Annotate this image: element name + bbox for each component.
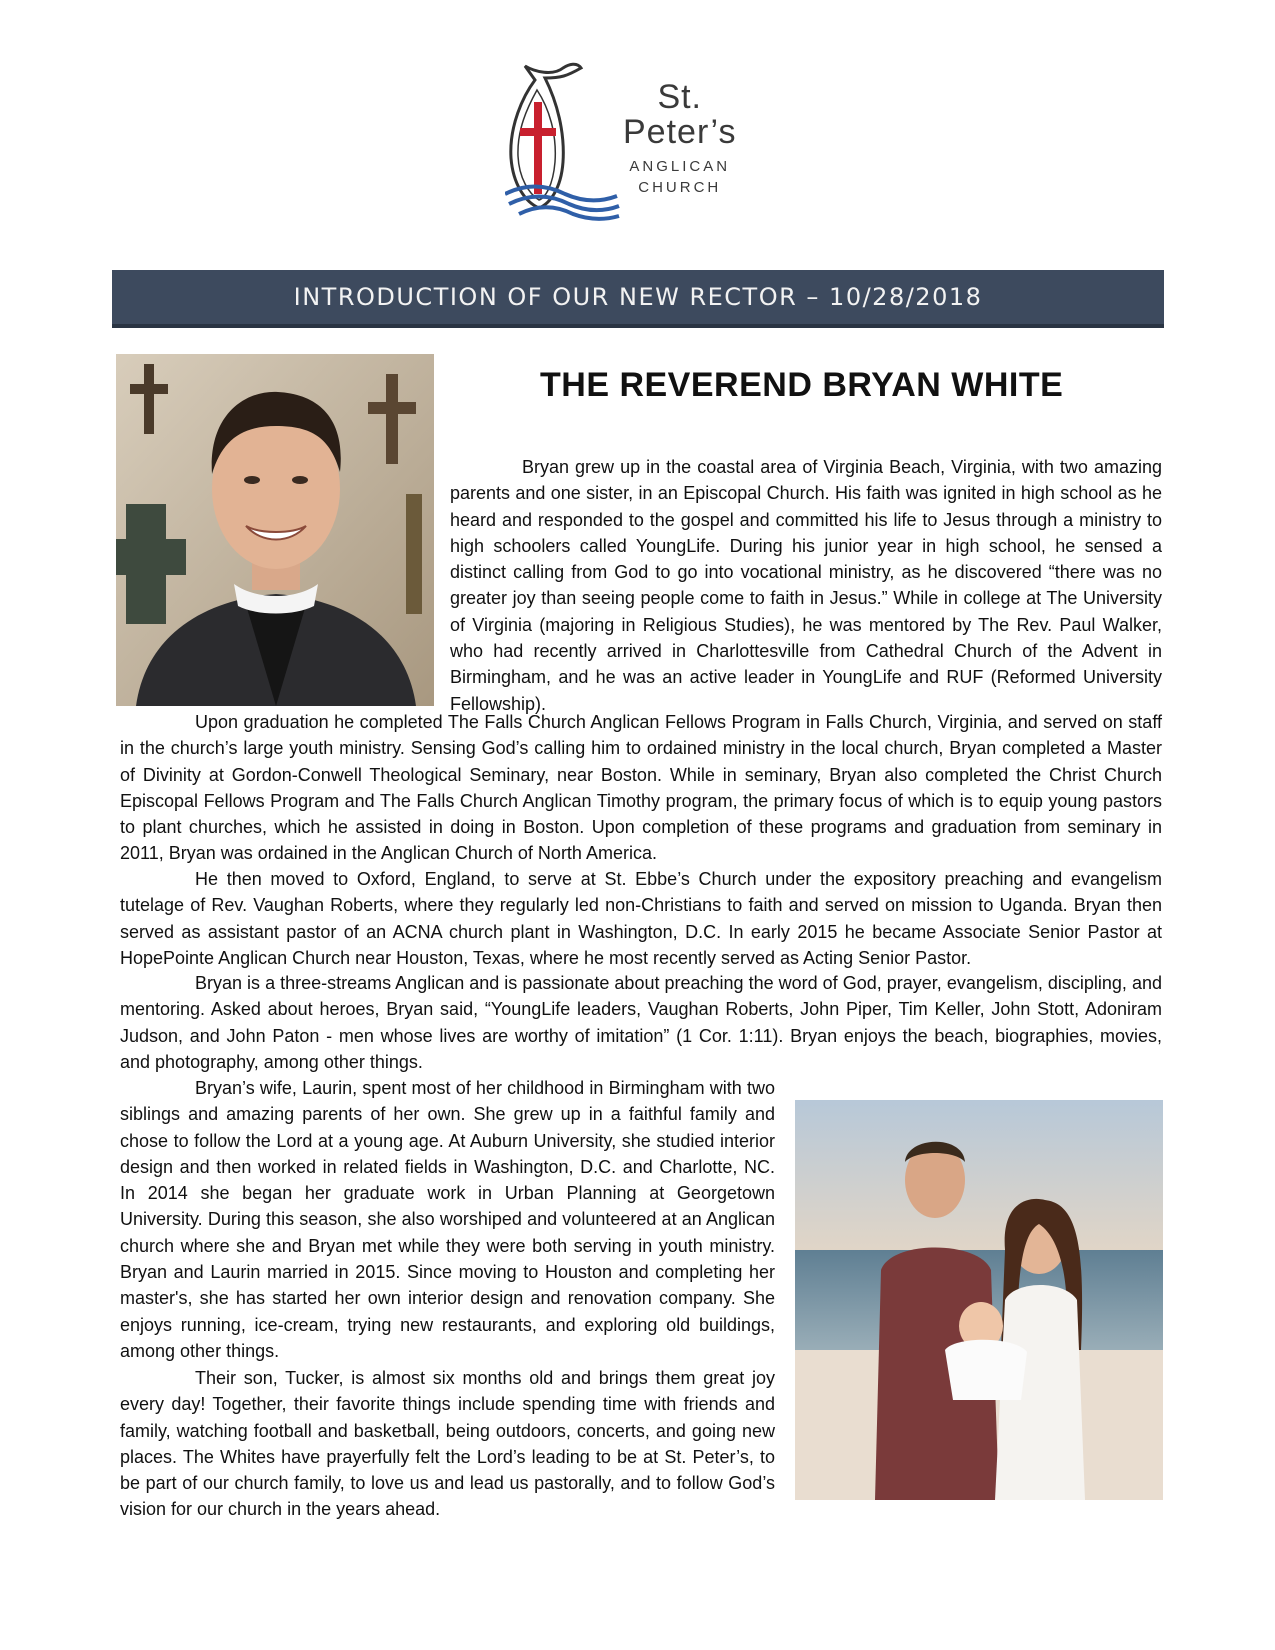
- logo-line-peters: Peter’s: [623, 113, 737, 151]
- paragraph-laurin: Bryan’s wife, Laurin, spent most of her childhood in Birmingham with two siblings and amazing parents of her own. She grew up in a faithful family and chose to follow the Lord at a young age. At Auburn University, she studied interior design and then worked in related fields in Washington, D.C. and Charlotte, NC. In 2014 she began her graduate work in Urban Planning at Georgetown University. During this season, she also worshiped and volunteered at an Anglican church where she and Bryan met while they were both serving in youth ministry. Bryan and Laurin married in 2015. Since moving to Houston and completing her master's, she has started her own interior design and renovation company. She enjoys running, ice-cream, trying new restaurants, and exploring old buildings, among other things.: [120, 1078, 775, 1361]
- paragraph-education: Upon graduation he completed The Falls Church Anglican Fellows Program in Falls Church, Virginia, and served on staff in the church’s large youth ministry. Sensing God’s calling him to ordained ministry in the local church, Bryan completed a Master of Divinity at Gordon-Conwell Theological Seminary, near Boston. While in seminary, Bryan also completed the Christ Church Episcopal Fellows Program and The Falls Church Anglican Timothy program, the primary focus of which is to equip young pastors to plant churches, which he assisted in doing in Boston. Upon completion of these programs and graduation from seminary in 2011, Bryan was ordained in the Anglican Church of North America.: [120, 712, 1162, 864]
- church-logo: [505, 62, 745, 222]
- paragraph-ministry: He then moved to Oxford, England, to serve at St. Ebbe’s Church under the expository preaching and evangelism tutelage of Rev. Vaughan Roberts, where they regularly led non-Christians to faith and served on mission to Uganda. Bryan then served as assistant pastor of an ACNA church plant in Washington, D.C. In early 2015 he became Associate Senior Pastor at HopePointe Anglican Church near Houston, Texas, where he most recently served as Acting Senior Pastor.: [120, 869, 1162, 968]
- paragraph-upbringing: Bryan grew up in the coastal area of Virginia Beach, Virginia, with two amazing parents and one sister, in an Episcopal Church. His faith was ignited in high school as he heard and responded to the gospel and committed his life to Jesus through a ministry to high schoolers called YoungLife. During his junior year in high school, he sensed a distinct calling from God to go into vocational ministry, as he discovered “there was no greater joy than seeing people come to faith in Jesus.” While in college at The University of Virginia (majoring in Religious Studies), he was mentored by The Rev. Paul Walker, who had recently arrived in Charlottesville from Cathedral Church of the Advent in Birmingham, and he was an active leader in YoungLife and RUF (Reformed University Fellowship).: [450, 457, 1162, 714]
- fish-cross-emblem-icon: [505, 62, 623, 222]
- logo-wordmark: [623, 80, 736, 198]
- page-title: THE REVEREND BRYAN WHITE: [540, 366, 1064, 404]
- logo-line-anglican: ANGLICAN: [629, 158, 731, 175]
- section-banner: INTRODUCTION OF OUR NEW RECTOR – 10/28/2018: [112, 270, 1164, 328]
- family-beach-photo: [795, 1100, 1163, 1500]
- logo-line-church: CHURCH: [638, 179, 722, 196]
- rector-portrait-photo: [116, 354, 434, 706]
- logo-line-st: St.: [657, 78, 703, 116]
- paragraph-passions: Bryan is a three-streams Anglican and is passionate about preaching the word of God, prayer, evangelism, discipling, and mentoring. Asked about heroes, Bryan said, “YoungLife leaders, Vaughan Roberts, John Piper, Tim Keller, John Stott, Adoniram Judson, and John Paton - men whose lives are worthy of imitation” (1 Cor. 1:11). Bryan enjoys the beach, biographies, movies, and photography, among other things.: [120, 973, 1162, 1072]
- paragraph-family: Their son, Tucker, is almost six months old and brings them great joy every day! Together, their favorite things include spending time with friends and family, watching football and basketball, being outdoors, concerts, and going new places. The Whites have prayerfully felt the Lord’s leading to be at St. Peter’s, to be part of our church family, to love us and lead us pastorally, and to follow God’s vision for our church in the years ahead.: [120, 1368, 775, 1520]
